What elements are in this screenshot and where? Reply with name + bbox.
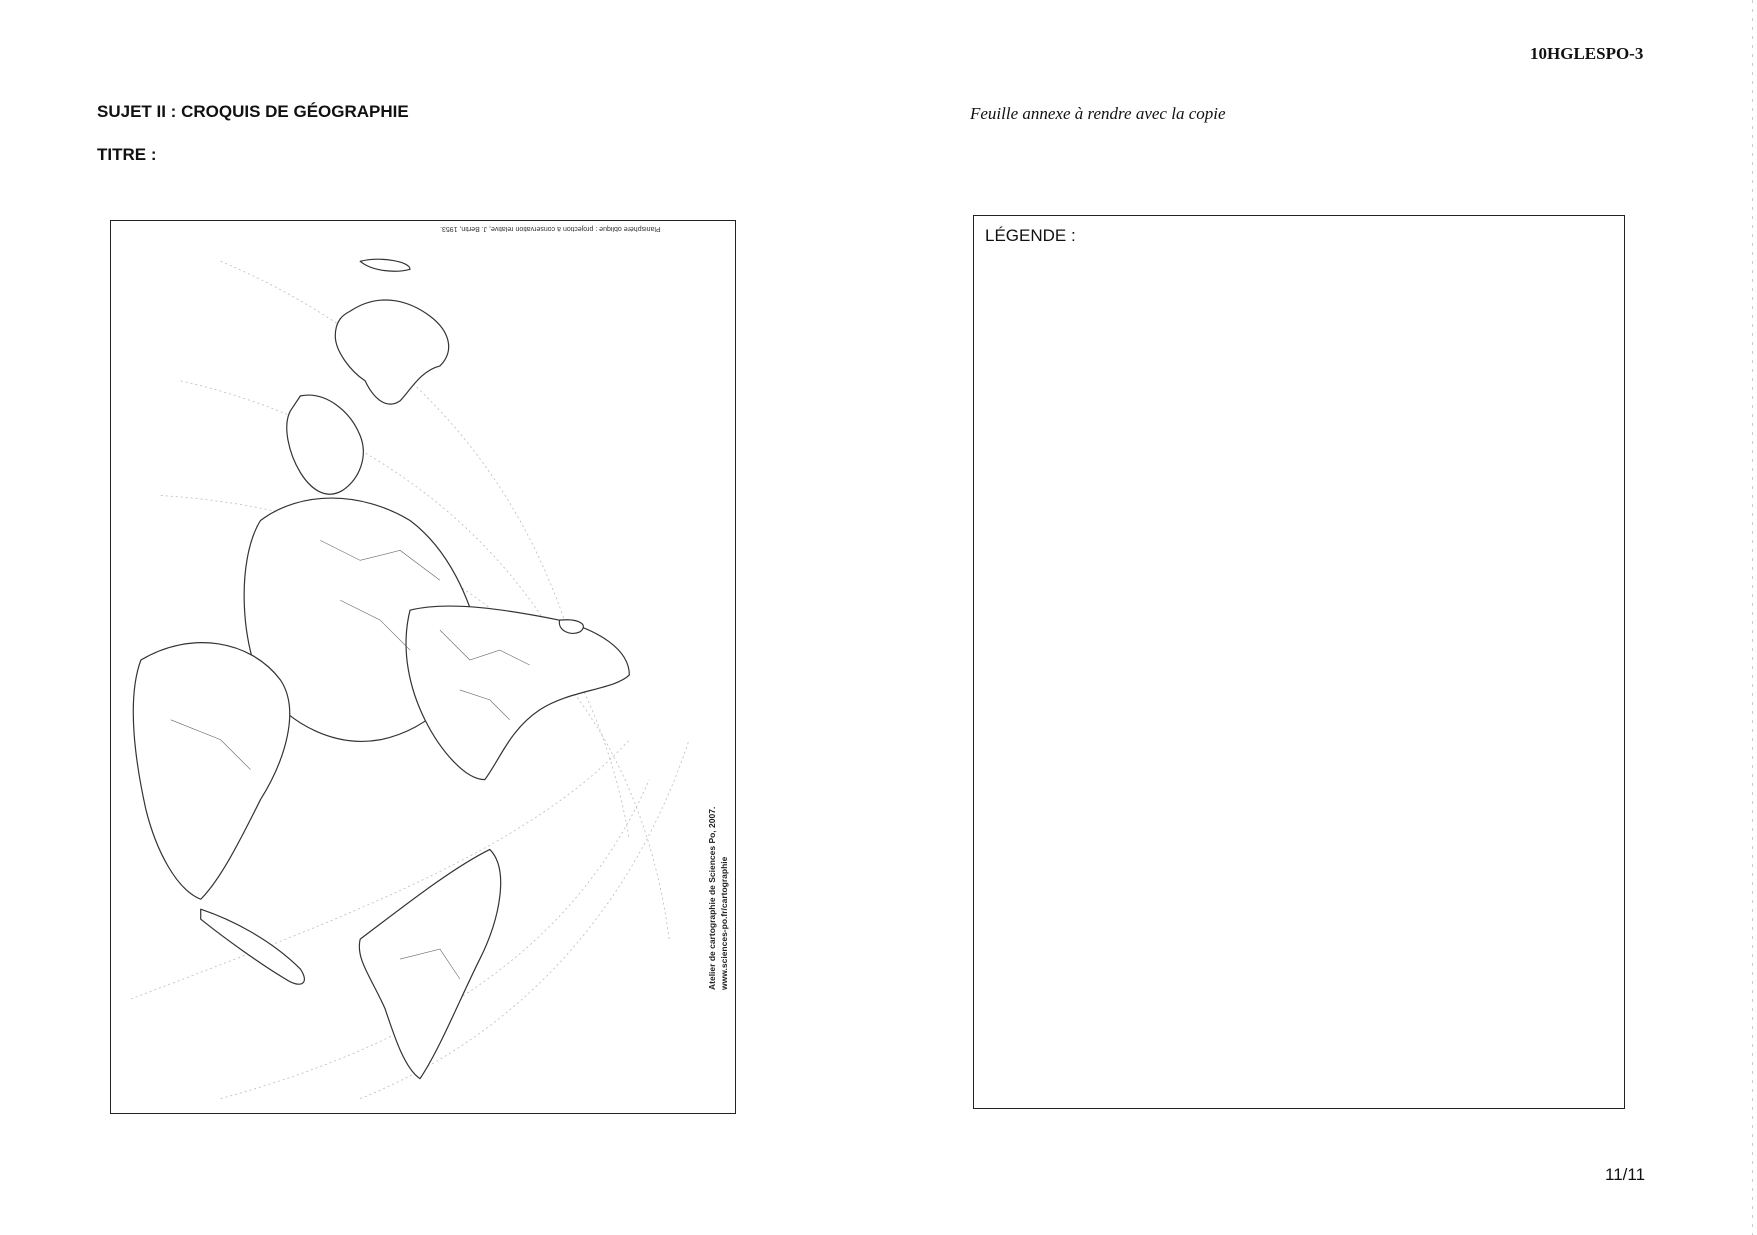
arctic-island-shape: [360, 259, 410, 271]
continent-outlines: [133, 259, 629, 1078]
title-label: TITRE :: [97, 145, 157, 164]
scan-edge-line: [1752, 0, 1753, 1235]
oblique-world-map: [111, 221, 735, 1113]
south-america-shape: [359, 849, 500, 1078]
page-number: 11/11: [1605, 1165, 1646, 1184]
africa-shape: [406, 606, 629, 780]
greenland-shape: [335, 300, 448, 404]
annexe-note: Feuille annexe à rendre avec la copie: [970, 104, 1226, 123]
world-map-frame: [110, 220, 736, 1114]
credit-line-1: Atelier de cartographie de Sciences Po, 2007.: [707, 806, 717, 990]
map-credits: [706, 770, 736, 990]
subject-heading: SUJET II : CROQUIS DE GÉOGRAPHIE: [97, 102, 409, 121]
central-america-shape: [201, 909, 305, 984]
legend-box: [973, 215, 1625, 1109]
credit-line-2: www.sciences-po.fr/cartographie: [719, 856, 729, 990]
map-projection-note: Planisphère oblique : projection à conservation relative, J. Bertin, 1953.: [440, 225, 661, 232]
document-code: 10HGLESPO-3: [1530, 44, 1644, 63]
north-america-shape: [133, 643, 289, 900]
europe-shape: [287, 395, 363, 494]
legend-label: LÉGENDE :: [985, 226, 1076, 245]
